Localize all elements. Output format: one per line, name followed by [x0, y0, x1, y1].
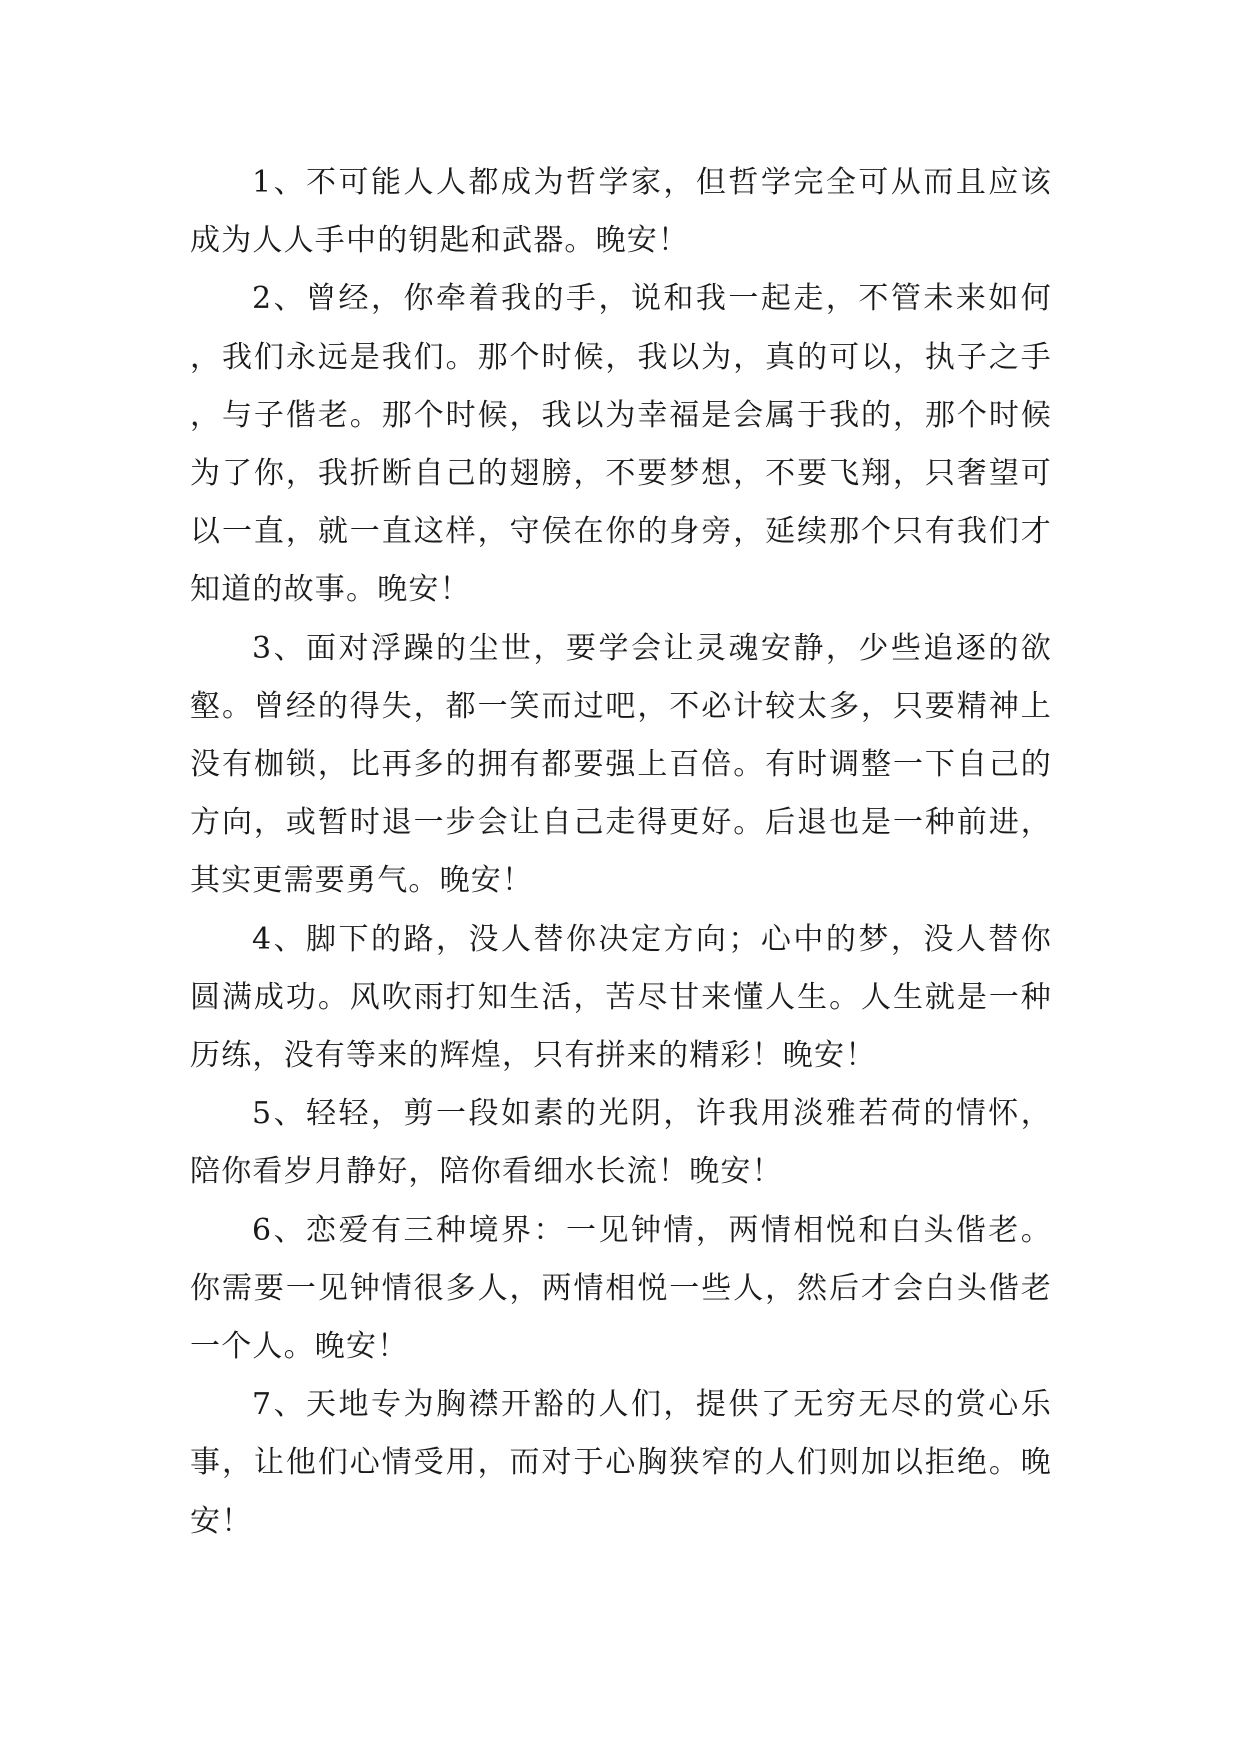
- document-body: [190, 154, 1052, 1551]
- paragraph-2: 2、曾经，你牵着我的手，说和我一起走，不管未来如何，我们永远是我们。那个时候，我以为，真的可以，执子之手，与子偕老。那个时候，我以为幸福是会属于我的，那个时候为了你，我折断自己的翅膀，不要梦想，不要飞翔，只奢望可以一直，就一直这样，守侯在你的身旁，延续那个只有我们才知道的故事。晚安！: [190, 281, 1052, 608]
- paragraph-6: 6、恋爱有三种境界：一见钟情，两情相悦和白头偕老。你需要一见钟情很多人，两情相悦一些人，然后才会白头偕老一个人。晚安！: [190, 1212, 1052, 1365]
- paragraph-5: 5、轻轻，剪一段如素的光阴，许我用淡雅若荷的情怀，陪你看岁月静好，陪你看细水长流！晚安！: [190, 1096, 1052, 1190]
- paragraph-7: 7、天地专为胸襟开豁的人们，提供了无穷无尽的赏心乐事，让他们心情受用，而对于心胸狭窄的人们则加以拒绝。晚安！: [190, 1387, 1052, 1539]
- paragraph-4: 4、脚下的路，没人替你决定方向；心中的梦，没人替你圆满成功。风吹雨打知生活，苦尽甘来懂人生。人生就是一种历练，没有等来的辉煌，只有拼来的精彩！晚安！: [190, 921, 1052, 1074]
- paragraph-3: 3、面对浮躁的尘世，要学会让灵魂安静，少些追逐的欲壑。曾经的得失，都一笑而过吧，不必计较太多，只要精神上没有枷锁，比再多的拥有都要强上百倍。有时调整一下自己的方向，或暂时退一步会让自己走得更好。后退也是一种前进，其实更需要勇气。晚安！: [190, 630, 1052, 899]
- paragraph-1: 1、不可能人人都成为哲学家，但哲学完全可从而且应该成为人人手中的钥匙和武器。晚安！: [190, 165, 1052, 259]
